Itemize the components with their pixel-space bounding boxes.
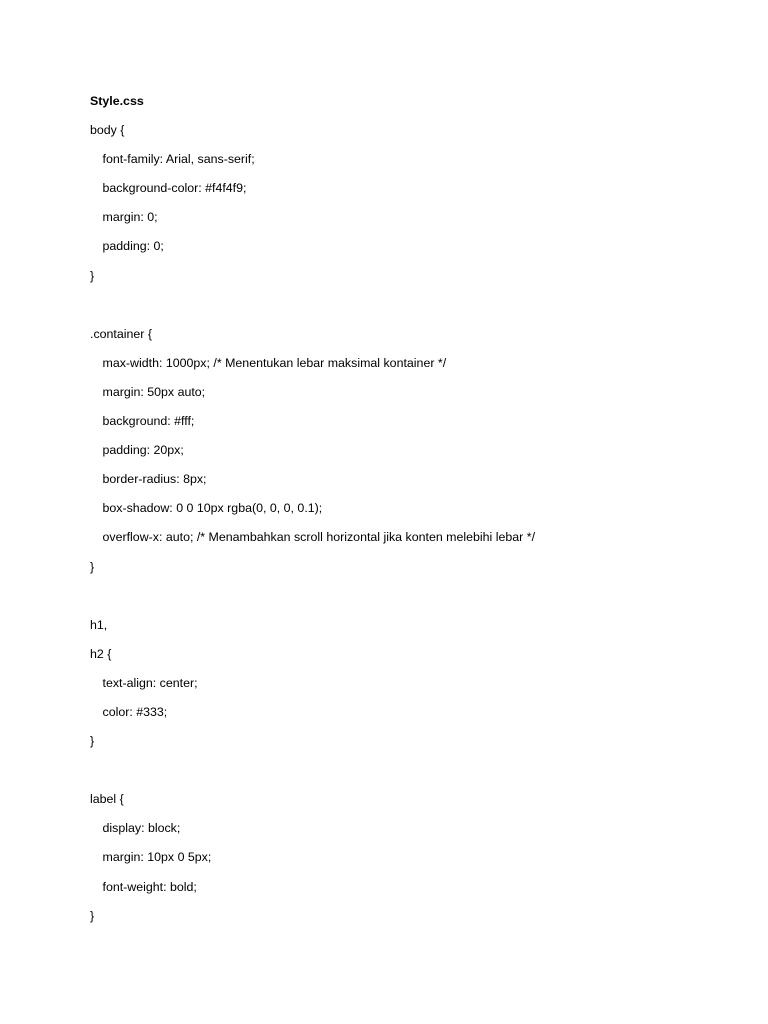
code-line: box-shadow: 0 0 10px rgba(0, 0, 0, 0.1); bbox=[102, 501, 323, 516]
blank-line bbox=[90, 291, 710, 320]
blank-line bbox=[90, 756, 710, 785]
code-line: body { bbox=[90, 123, 125, 138]
code-line: margin: 50px auto; bbox=[102, 384, 206, 399]
code-line: background: #fff; bbox=[102, 414, 195, 429]
code-line: } bbox=[90, 908, 95, 923]
code-line: } bbox=[90, 559, 95, 574]
code-lines bbox=[90, 116, 710, 931]
document-title: Style.css bbox=[90, 94, 144, 108]
code-line: padding: 0; bbox=[102, 239, 164, 254]
code-line: } bbox=[90, 734, 95, 749]
code-line: label { bbox=[90, 792, 124, 807]
code-line: padding: 20px; bbox=[102, 443, 184, 458]
document-body bbox=[90, 87, 710, 931]
code-line: overflow-x: auto; /* Menambahkan scroll horizontal jika konten melebihi lebar */ bbox=[102, 530, 536, 545]
code-line: h2 { bbox=[90, 646, 112, 661]
code-line: font-family: Arial, sans-serif; bbox=[102, 152, 255, 167]
code-line: margin: 0; bbox=[102, 210, 158, 225]
code-line: margin: 10px 0 5px; bbox=[102, 850, 212, 865]
code-line: background-color: #f4f4f9; bbox=[102, 181, 247, 196]
code-line: text-align: center; bbox=[102, 675, 198, 690]
code-line: .container { bbox=[90, 326, 152, 341]
code-line: font-weight: bold; bbox=[102, 879, 197, 894]
code-line: h1, bbox=[90, 617, 108, 632]
code-line: } bbox=[90, 268, 95, 283]
code-line: color: #333; bbox=[102, 704, 168, 719]
code-line: max-width: 1000px; /* Menentukan lebar maksimal kontainer */ bbox=[102, 355, 447, 370]
code-line: border-radius: 8px; bbox=[102, 472, 207, 487]
blank-line bbox=[90, 582, 710, 611]
code-line: display: block; bbox=[102, 821, 181, 836]
